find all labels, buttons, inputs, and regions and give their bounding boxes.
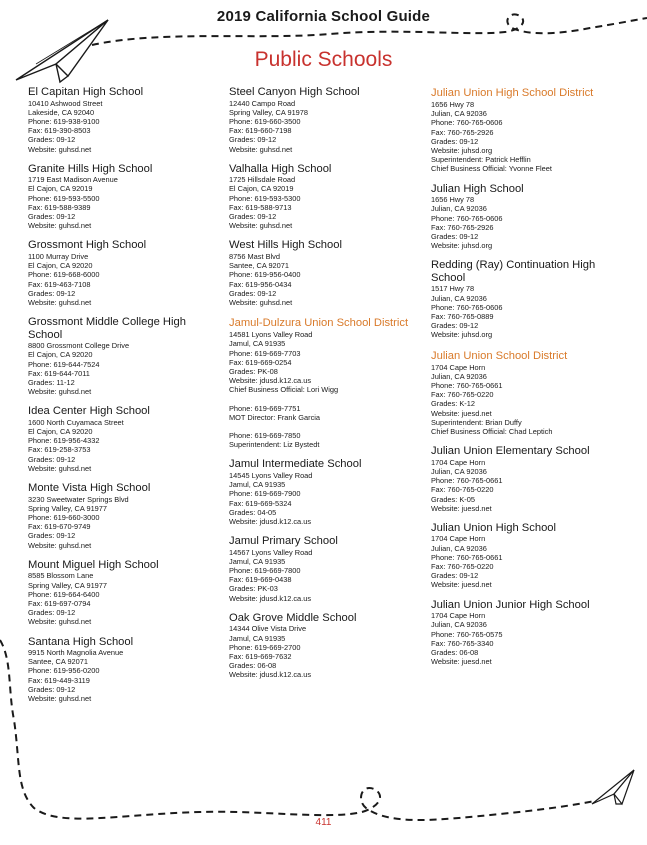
detail-line: 1704 Cape Horn: [431, 534, 486, 544]
detail-line: Phone: 619-593-5500: [28, 193, 100, 203]
detail-line: 8585 Blossom Lane: [28, 571, 94, 581]
detail-line: Grades: PK-08: [229, 366, 278, 376]
school-listing: [431, 259, 631, 339]
listing-details: [229, 624, 424, 679]
detail-line: 1600 North Cuyamaca Street: [28, 417, 124, 427]
detail-line: Fax: 619-463-7108: [28, 279, 91, 289]
column-2: [229, 86, 424, 689]
detail-line: Phone: 619-956-4332: [28, 436, 100, 446]
listing-details: [28, 571, 218, 626]
detail-line: Fax: 619-588-9389: [28, 202, 91, 212]
listing-details: [229, 99, 424, 154]
listing-details: [229, 175, 424, 230]
detail-line: 3230 Sweetwater Springs Blvd: [28, 494, 129, 504]
listing-details: [28, 495, 218, 550]
listing-details: [229, 548, 424, 603]
detail-line: Phone: 619-660-3000: [28, 513, 100, 522]
listing-details: [28, 175, 218, 230]
detail-line: Julian, CA 92036: [431, 620, 487, 630]
detail-line: Website: juesd.net: [431, 657, 492, 667]
detail-line: Phone: 619-669-2700: [229, 642, 301, 652]
detail-line: Fax: 619-449-3119: [28, 675, 90, 685]
detail-line: Website: jdusd.k12.ca.us: [229, 516, 312, 526]
detail-line: Website: guhsd.net: [28, 463, 92, 473]
detail-line: Chief Business Official: Chad Leptich: [431, 426, 553, 436]
detail-line: Jamul, CA 91935: [229, 339, 286, 349]
detail-line: Superintendent: Brian Duffy: [431, 417, 522, 427]
school-listing: [28, 636, 218, 704]
detail-line: Fax: 619-588-9713: [229, 202, 292, 212]
detail-line: 1517 Hwy 78: [431, 284, 475, 294]
detail-line: Fax: 619-390-8503: [28, 126, 91, 136]
detail-line: Website: guhsd.net: [229, 297, 293, 307]
detail-line: 1656 Hwy 78: [431, 100, 475, 109]
school-listing: [28, 559, 218, 627]
school-listing: [229, 458, 424, 526]
detail-line: Grades: 09-12: [229, 212, 277, 222]
column-3: [431, 86, 631, 675]
detail-line: El Cajon, CA 92019: [28, 184, 93, 194]
school-name: Mount Miguel High School: [28, 558, 159, 571]
school-name: Julian Union Elementary School: [431, 445, 590, 458]
spacer: [229, 395, 424, 404]
detail-line: Jamul, CA 91935: [229, 633, 286, 643]
detail-line: Phone: 619-593-5300: [229, 193, 301, 203]
detail-line: Lakeside, CA 92040: [28, 107, 95, 117]
detail-line: 1704 Cape Horn: [431, 457, 486, 467]
detail-line: Grades: 09-12: [229, 135, 277, 145]
detail-line: Phone: 619-956-0400: [229, 270, 301, 280]
school-name: Grossmont Middle College High School: [28, 316, 186, 341]
school-listing: [431, 183, 631, 251]
detail-line: Fax: 760-765-0220: [431, 562, 494, 572]
school-name: Oak Grove Middle School: [229, 611, 357, 624]
detail-line: Website: guhsd.net: [28, 297, 92, 307]
detail-line: 10410 Ashwood Street: [28, 98, 103, 108]
detail-line: Fax: 619-669-5324: [229, 498, 292, 508]
detail-line: Website: guhsd.net: [28, 221, 92, 231]
detail-line: Website: guhsd.net: [229, 144, 293, 154]
detail-line: MOT Director: Frank Garcia: [229, 412, 321, 422]
detail-line: Phone: 619-664-6400: [28, 589, 100, 599]
school-listing: [28, 86, 218, 154]
detail-line: Phone: 619-669-7850: [229, 430, 301, 440]
detail-line: Phone: 760-765-0575: [431, 629, 503, 639]
school-listing: [28, 163, 218, 231]
school-name: Monte Vista High School: [28, 482, 151, 495]
detail-line: Fax: 619-669-0254: [229, 357, 292, 367]
detail-line: Website: juhsd.org: [431, 330, 493, 340]
detail-line: Website: guhsd.net: [28, 694, 92, 704]
school-name: Julian High School: [431, 182, 524, 195]
detail-line: Fax: 760-765-0220: [431, 485, 494, 495]
detail-line: Jamul, CA 91935: [229, 556, 286, 566]
detail-line: Fax: 619-644-7011: [28, 368, 90, 378]
detail-line: Grades: 09-12: [431, 136, 479, 146]
detail-line: El Cajon, CA 92019: [229, 184, 294, 194]
detail-line: Grades: 09-12: [28, 608, 76, 618]
school-listing: [229, 239, 424, 307]
school-name: Steel Canyon High School: [229, 86, 360, 98]
detail-line: Julian, CA 92036: [431, 371, 487, 381]
detail-line: Grades: 09-12: [28, 288, 76, 298]
detail-line: Phone: 760-765-0661: [431, 476, 503, 486]
detail-line: Website: guhsd.net: [28, 540, 92, 550]
detail-line: Website: juesd.net: [431, 580, 492, 590]
detail-line: Chief Business Official: Lori Wigg: [229, 385, 339, 395]
detail-line: Spring Valley, CA 91978: [229, 107, 309, 117]
school-name: Jamul Intermediate School: [229, 458, 362, 471]
detail-line: Grades: 09-12: [431, 321, 479, 331]
detail-line: Fax: 619-258-3753: [28, 445, 91, 455]
detail-line: 1100 Murray Drive: [28, 251, 89, 261]
school-listing: [431, 445, 631, 513]
detail-line: 14581 Lyons Valley Road: [229, 330, 313, 340]
listing-details: [229, 471, 424, 526]
detail-line: Phone: 760-765-0606: [431, 302, 503, 312]
detail-line: Julian, CA 92036: [431, 466, 487, 476]
listing-details: [28, 99, 218, 154]
detail-line: Superintendent: Patrick Hefflin: [431, 155, 531, 165]
school-name: Idea Center High School: [28, 405, 150, 418]
detail-line: Website: guhsd.net: [28, 144, 92, 154]
school-listing: [431, 599, 631, 667]
detail-line: Website: jdusd.k12.ca.us: [229, 593, 312, 603]
listing-details: [431, 100, 631, 174]
detail-line: Phone: 619-669-7703: [229, 348, 301, 358]
detail-line: Fax: 760-765-0220: [431, 390, 494, 400]
detail-line: Website: juesd.net: [431, 503, 492, 513]
detail-line: El Cajon, CA 92020: [28, 350, 93, 360]
detail-line: Santee, CA 92071: [28, 657, 88, 667]
detail-line: Website: juesd.net: [431, 408, 492, 418]
listing-details: [431, 611, 631, 666]
listing-details: [28, 418, 218, 473]
detail-line: Julian, CA 92036: [431, 543, 487, 553]
school-name: Julian Union Junior High School: [431, 598, 590, 611]
detail-line: Grades: 09-12: [28, 212, 76, 222]
school-listing: [229, 535, 424, 603]
detail-line: 14545 Lyons Valley Road: [229, 470, 313, 480]
detail-line: Phone: 760-765-0661: [431, 552, 503, 562]
detail-line: Website: juhsd.org: [431, 241, 493, 251]
listing-details: [28, 341, 218, 396]
detail-line: Phone: 619-956-0200: [28, 666, 100, 676]
school-listing: [229, 163, 424, 231]
listing-details: [431, 534, 631, 589]
detail-line: Julian, CA 92036: [431, 109, 487, 119]
detail-line: El Cajon, CA 92020: [28, 261, 93, 271]
detail-line: Julian, CA 92036: [431, 204, 487, 214]
detail-line: Jamul, CA 91935: [229, 480, 286, 490]
listing-details: [431, 363, 631, 437]
detail-line: Fax: 760-765-0889: [431, 311, 494, 321]
detail-line: Website: juhsd.org: [431, 146, 493, 156]
detail-line: Grades: K-05: [431, 494, 475, 504]
detail-line: Fax: 760-765-2926: [431, 127, 494, 137]
school-listing: [28, 239, 218, 307]
detail-line: Phone: 619-669-7900: [229, 489, 301, 499]
school-name: Granite Hills High School: [28, 162, 153, 175]
detail-line: Chief Business Official: Yvonne Fleet: [431, 164, 552, 174]
school-listing: [229, 86, 424, 154]
detail-line: 1719 East Madison Avenue: [28, 175, 118, 185]
school-name: Grossmont High School: [28, 239, 147, 252]
detail-line: Grades: PK-03: [229, 584, 278, 594]
detail-line: 14567 Lyons Valley Road: [229, 547, 313, 557]
detail-line: Grades: 09-12: [28, 454, 76, 464]
detail-line: Spring Valley, CA 91977: [28, 503, 108, 513]
page-header-title: 2019 California School Guide: [216, 8, 431, 25]
detail-line: Phone: 619-938-9100: [28, 116, 100, 126]
listing-details: [431, 458, 631, 513]
detail-line: Grades: 09-12: [28, 135, 76, 145]
detail-line: Phone: 619-669-7751: [229, 403, 301, 413]
detail-line: Phone: 760-765-0606: [431, 118, 503, 128]
detail-line: Website: guhsd.net: [28, 617, 92, 627]
listing-details: [229, 330, 424, 449]
school-listing: [229, 612, 424, 680]
detail-line: Phone: 619-669-7800: [229, 566, 301, 576]
detail-line: Phone: 619-644-7524: [28, 359, 100, 369]
detail-line: Phone: 619-660-3500: [229, 116, 301, 126]
school-listing: [28, 405, 218, 473]
column-1: [28, 86, 218, 712]
detail-line: Grades: 09-12: [229, 288, 277, 298]
listing-details: [431, 284, 631, 339]
detail-line: Grades: 06-08: [229, 661, 277, 671]
school-listing: [28, 316, 218, 396]
detail-line: Grades: 04-05: [229, 507, 277, 517]
detail-line: Phone: 760-765-0606: [431, 213, 503, 223]
page-number: 411: [315, 817, 332, 828]
detail-line: Grades: 06-08: [431, 647, 479, 657]
detail-line: Phone: 760-765-0661: [431, 380, 503, 390]
detail-line: Grades: 09-12: [431, 571, 479, 581]
school-name: Julian Union High School: [431, 521, 557, 534]
detail-line: Grades: 11-12: [28, 377, 75, 387]
school-name: Santana High School: [28, 635, 134, 648]
district-name: Jamul-Dulzura Union School District: [229, 317, 409, 330]
detail-line: Grades: 09-12: [28, 531, 76, 541]
school-name: Redding (Ray) Continuation High School: [431, 259, 596, 284]
district-listing: [431, 349, 631, 437]
detail-line: 1725 Hillsdale Road: [229, 175, 296, 185]
school-name: West Hills High School: [229, 239, 342, 252]
detail-line: Santee, CA 92071: [229, 261, 289, 271]
district-name: Julian Union High School District: [431, 87, 594, 99]
detail-line: 14344 Olive Vista Drive: [229, 624, 307, 634]
detail-line: Website: guhsd.net: [229, 221, 293, 231]
detail-line: Fax: 619-660-7198: [229, 126, 292, 136]
detail-line: Superintendent: Liz Bystedt: [229, 440, 320, 450]
detail-line: Julian, CA 92036: [431, 293, 487, 303]
spacer: [229, 422, 424, 431]
listing-details: [431, 195, 631, 250]
detail-line: Fax: 619-670-9749: [28, 522, 91, 532]
listing-details: [28, 252, 218, 307]
detail-line: Phone: 619-668-6000: [28, 270, 100, 280]
detail-line: Grades: 09-12: [431, 231, 479, 241]
detail-line: Fax: 619-669-7632: [229, 651, 292, 661]
school-listing: [431, 522, 631, 590]
detail-line: Fax: 760-765-3340: [431, 638, 494, 648]
school-name: El Capitan High School: [28, 86, 144, 98]
listing-details: [28, 648, 218, 703]
school-name: Valhalla High School: [229, 162, 332, 175]
detail-line: Fax: 619-669-0438: [229, 575, 292, 585]
school-name: Jamul Primary School: [229, 535, 338, 548]
detail-line: Fax: 760-765-2926: [431, 222, 494, 232]
detail-line: El Cajon, CA 92020: [28, 427, 93, 437]
school-listing: [28, 482, 218, 550]
paper-plane-icon: [592, 770, 634, 804]
detail-line: Spring Valley, CA 91977: [28, 580, 108, 590]
detail-line: 1704 Cape Horn: [431, 362, 486, 372]
detail-line: 12440 Campo Road: [229, 98, 296, 108]
detail-line: Fax: 619-697-0794: [28, 598, 91, 608]
district-listing: [229, 316, 424, 449]
detail-line: Grades: K-12: [431, 399, 475, 409]
detail-line: Grades: 09-12: [28, 684, 76, 694]
detail-line: 1656 Hwy 78: [431, 195, 475, 205]
detail-line: Website: guhsd.net: [28, 387, 92, 397]
detail-line: Website: jdusd.k12.ca.us: [229, 670, 312, 680]
detail-line: Website: jdusd.k12.ca.us: [229, 376, 312, 386]
detail-line: 8756 Mast Blvd: [229, 251, 280, 261]
detail-line: 9915 North Magnolia Avenue: [28, 648, 124, 658]
listing-details: [229, 252, 424, 307]
detail-line: 1704 Cape Horn: [431, 611, 486, 621]
detail-line: Fax: 619-956-0434: [229, 279, 292, 289]
section-title: Public Schools: [254, 48, 393, 71]
detail-line: 8800 Grossmont College Drive: [28, 341, 130, 351]
district-name: Julian Union School District: [431, 349, 568, 362]
district-listing: [431, 86, 631, 174]
